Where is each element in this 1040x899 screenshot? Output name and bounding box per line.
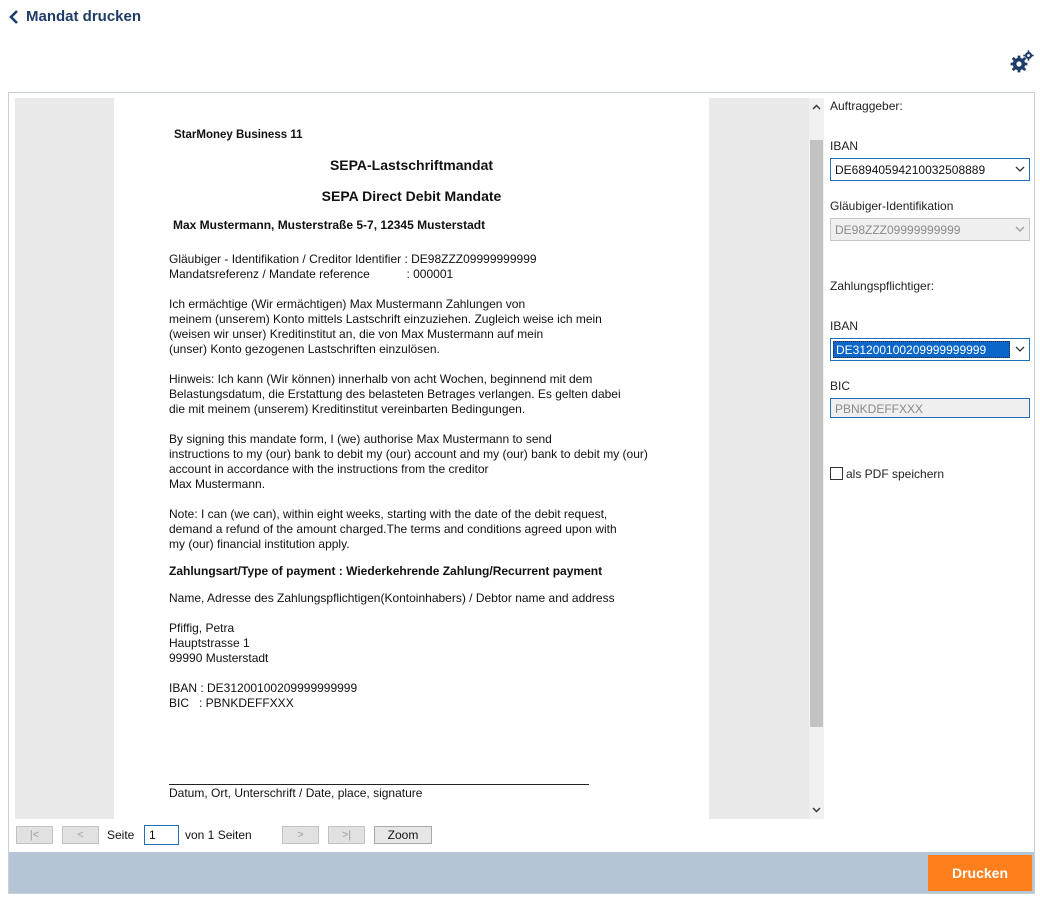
mandate-ref-line: Mandatsreferenz / Mandate reference : 000001: [169, 267, 454, 281]
iban-label: IBAN: [830, 139, 859, 153]
doc-title-en: SEPA Direct Debit Mandate: [321, 188, 502, 204]
payment-type-line: Zahlungsart/Type of payment : Wiederkehrende Zahlung/Recurrent payment: [169, 564, 603, 578]
debtor-bic-line: BIC : PBNKDEFFXXX: [169, 696, 294, 710]
page-label: Seite: [107, 828, 135, 842]
last-page-button[interactable]: >|: [328, 826, 365, 844]
back-button[interactable]: [9, 8, 141, 25]
paragraph-line: (unser) Konto gezogenen Lastschriften einzulösen.: [169, 342, 440, 356]
creditor-id-select: [830, 218, 1030, 241]
creditor-id-line: Gläubiger - Identifikation / Creditor Identifier : DE98ZZZ09999999999: [169, 252, 537, 266]
creditor-id-label: Gläubiger-Identifikation: [830, 199, 954, 213]
paragraph-line: die mit meinem (unserem) Kreditinstitut vereinbarten Bedingungen.: [169, 402, 526, 416]
doc-title-de: SEPA-Lastschriftmandat: [329, 157, 494, 173]
bic-field: PBNKDEFFXXX: [830, 398, 1030, 418]
scroll-up-button[interactable]: [809, 99, 824, 114]
paragraph-line: meinem (unserem) Konto mittels Lastschrift einzuziehen. Zugleich weise ich mein: [169, 312, 602, 326]
paragraph-line: my (our) financial institution apply.: [169, 537, 350, 551]
signature-caption: Datum, Ort, Unterschrift / Date, place, signature: [169, 786, 423, 800]
zoom-button[interactable]: Zoom: [374, 826, 432, 844]
next-page-button[interactable]: >: [282, 826, 319, 844]
principal-iban-select[interactable]: [830, 158, 1030, 181]
payer-iban-label: IBAN: [830, 319, 859, 333]
first-page-button[interactable]: |<: [16, 826, 53, 844]
paragraph-line: Max Mustermann.: [169, 477, 266, 491]
debtor-address-line: Hauptstrasse 1: [169, 636, 250, 650]
preview-scrollbar[interactable]: [809, 98, 824, 819]
payer-label: Zahlungspflichtiger:: [830, 279, 935, 293]
bic-label: BIC: [830, 379, 851, 393]
payer-iban-value: DE31200100209999999999: [833, 341, 1010, 358]
creditor-line: Max Mustermann, Musterstraße 5-7, 12345 Musterstadt: [173, 218, 486, 232]
chevron-down-icon: [812, 807, 821, 813]
paragraph-line: By signing this mandate form, I (we) authorise Max Mustermann to send: [169, 432, 552, 446]
chevron-down-icon: [1015, 164, 1025, 174]
scrollbar-thumb[interactable]: [810, 140, 823, 727]
document-page: [114, 98, 709, 819]
company-name: StarMoney Business 11: [174, 129, 303, 141]
debtor-heading: Name, Adresse des Zahlungspflichtigen(Kontoinhabers) / Debtor name and address: [169, 591, 615, 605]
payer-iban-select[interactable]: [830, 338, 1030, 361]
paragraph-line: Note: I can (we can), within eight weeks, starting with the date of the debit request,: [169, 507, 608, 521]
scroll-down-button[interactable]: [809, 802, 824, 817]
page-title: Mandat drucken: [26, 8, 142, 25]
chevron-down-icon: [1015, 224, 1025, 234]
principal-label: Auftraggeber:: [830, 99, 903, 113]
chevron-down-icon: [1015, 344, 1025, 354]
chevron-left-icon: [9, 10, 20, 24]
paragraph-line: Belastungsdatum, die Erstattung des belasteten Betrages verlangen. Es gelten dabei: [169, 387, 621, 401]
debtor-address-line: Pfiffig, Petra: [169, 621, 235, 635]
paragraph-line: instructions to my (our) bank to debit my (our) account and my (our) bank to debit my (our): [169, 447, 648, 461]
paragraph-line: (weisen wir unser) Kreditinstitut an, die von Max Mustermann auf mein: [169, 327, 544, 341]
gear-icon[interactable]: [1010, 50, 1034, 74]
paragraph-line: account in accordance with the instructions from the creditor: [169, 462, 489, 476]
chevron-up-icon: [812, 104, 821, 110]
signature-line: [169, 784, 589, 785]
debtor-address-line: 99990 Musterstadt: [169, 651, 269, 665]
debtor-iban-line: IBAN : DE31200100209999999999: [169, 681, 358, 695]
print-button[interactable]: Drucken: [928, 855, 1032, 891]
prev-page-button[interactable]: <: [62, 826, 99, 844]
page-number-input[interactable]: [144, 825, 179, 845]
save-as-pdf-checkbox[interactable]: [830, 467, 843, 480]
save-as-pdf-label[interactable]: als PDF speichern: [846, 467, 945, 481]
creditor-id-value: DE98ZZZ09999999999: [835, 223, 961, 237]
footer-bar: [9, 852, 1034, 893]
page-count-label: von 1 Seiten: [185, 828, 252, 842]
principal-iban-value: DE68940594210032508889: [835, 163, 986, 177]
paragraph-line: demand a refund of the amount charged.The terms and conditions agreed upon with: [169, 522, 617, 536]
paragraph-line: Ich ermächtige (Wir ermächtigen) Max Mustermann Zahlungen von: [169, 297, 526, 311]
paragraph-line: Hinweis: Ich kann (Wir können) innerhalb von acht Wochen, beginnend mit dem: [169, 372, 593, 386]
